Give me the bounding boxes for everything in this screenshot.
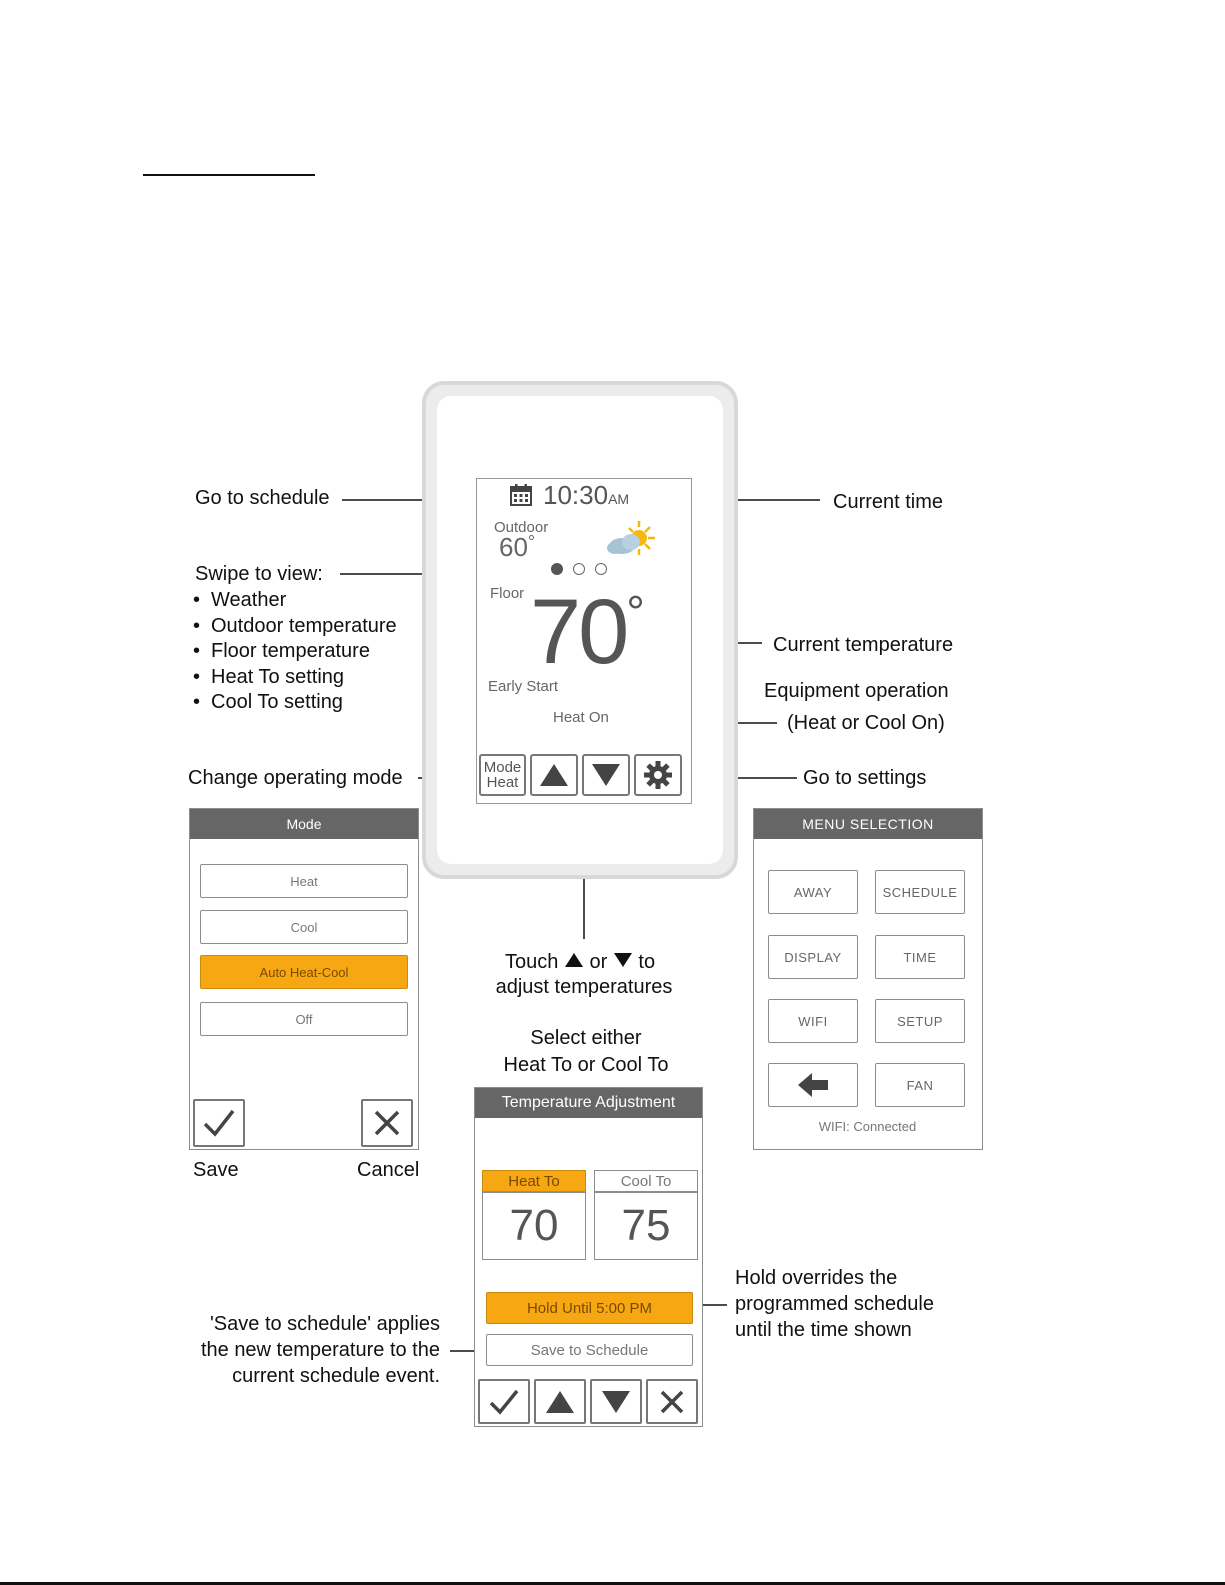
cool-to-value[interactable]: 75	[594, 1192, 698, 1260]
down-button[interactable]	[590, 1379, 642, 1424]
menu-away-button[interactable]: AWAY	[768, 870, 858, 914]
back-button[interactable]	[768, 1063, 858, 1107]
callout-hold-line3: until the time shown	[735, 1319, 912, 1341]
time-ampm: AM	[608, 491, 630, 507]
page-dot[interactable]	[573, 563, 585, 575]
mode-option-heat[interactable]: Heat	[200, 864, 408, 898]
checkmark-icon	[488, 1388, 520, 1416]
cancel-button[interactable]	[361, 1099, 413, 1147]
floor-label: Floor	[490, 585, 525, 602]
down-arrow-icon	[591, 763, 621, 787]
mode-option-cool[interactable]: Cool	[200, 910, 408, 944]
callout-save-schedule-line3: current schedule event.	[232, 1365, 440, 1387]
menu-schedule-button[interactable]: SCHEDULE	[875, 870, 965, 914]
callout-select-either: Select either	[530, 1027, 642, 1049]
mode-panel	[189, 808, 419, 1150]
up-arrow-icon	[564, 952, 584, 968]
callout-swipe-to-view: Swipe to view:	[195, 563, 323, 585]
hold-until-button[interactable]: Hold Until 5:00 PM	[486, 1292, 693, 1324]
menu-time-button[interactable]: TIME	[875, 935, 965, 979]
save-to-schedule-button[interactable]: Save to Schedule	[486, 1334, 693, 1366]
up-arrow-icon	[539, 763, 569, 787]
mode-button-value: Heat	[486, 774, 519, 791]
up-button[interactable]	[530, 754, 578, 796]
mode-panel-title: Mode	[190, 809, 418, 839]
time-display	[543, 480, 629, 511]
touch-or: or	[589, 951, 608, 973]
callout-heat-or-cool-on: (Heat or Cool On)	[787, 712, 945, 734]
callout-heat-to-or-cool-to: Heat To or Cool To	[503, 1054, 669, 1076]
list-item: • Weather	[193, 588, 397, 614]
callout-hold-line1: Hold overrides the	[735, 1267, 898, 1289]
mode-button-label: Mode	[483, 759, 522, 776]
callout-current-temperature: Current temperature	[773, 634, 954, 656]
mode-option-auto-heat-cool[interactable]: Auto Heat-Cool	[200, 955, 408, 989]
gear-icon	[643, 760, 673, 790]
heat-to-value[interactable]: 70	[482, 1192, 586, 1260]
list-item: • Floor temperature	[193, 639, 397, 665]
list-item: • Heat To setting	[193, 665, 397, 691]
early-start-label: Early Start	[488, 678, 559, 695]
menu-selection-panel	[753, 808, 983, 1150]
outdoor-degree: °	[527, 532, 536, 552]
time-value: 10:30	[543, 480, 609, 510]
list-item: • Outdoor temperature	[193, 614, 397, 640]
cancel-button[interactable]	[646, 1379, 698, 1424]
menu-setup-button[interactable]: SETUP	[875, 999, 965, 1043]
mode-option-off[interactable]: Off	[200, 1002, 408, 1036]
menu-fan-button[interactable]: FAN	[875, 1063, 965, 1107]
settings-button[interactable]	[634, 754, 682, 796]
touch-prefix: Touch	[505, 951, 559, 973]
wifi-status: WIFI: Connected	[818, 1119, 917, 1134]
callout-save-schedule-line1: 'Save to schedule' applies	[209, 1313, 440, 1335]
close-icon	[658, 1388, 686, 1416]
callout-change-operating-mode: Change operating mode	[188, 767, 403, 789]
calendar-icon[interactable]	[510, 484, 532, 511]
touch-to: to	[638, 951, 656, 973]
save-button[interactable]	[193, 1099, 245, 1147]
callout-hold-line2: programmed schedule	[735, 1293, 934, 1315]
callout-go-to-settings: Go to settings	[803, 767, 927, 789]
temperature-adjustment-panel	[474, 1087, 703, 1427]
swipe-view-list	[193, 588, 397, 716]
floor-temp-value: 70	[530, 581, 627, 683]
outdoor-label: Outdoor	[494, 519, 549, 536]
page-dot-active[interactable]	[551, 563, 563, 575]
heat-to-tab[interactable]: Heat To	[482, 1170, 586, 1192]
menu-panel-title: MENU SELECTION	[754, 809, 982, 839]
callout-touch-arrows	[505, 949, 655, 975]
callout-equipment-operation: Equipment operation	[764, 680, 949, 702]
outdoor-temp	[499, 532, 535, 563]
page-dot[interactable]	[595, 563, 607, 575]
mode-button[interactable]	[479, 754, 526, 796]
thermostat-screen	[476, 478, 692, 804]
checkmark-icon	[202, 1108, 236, 1138]
down-arrow-icon	[601, 1390, 631, 1414]
cool-to-tab[interactable]: Cool To	[594, 1170, 698, 1192]
down-arrow-icon	[613, 952, 633, 968]
floor-degree: °	[626, 586, 642, 638]
menu-wifi-button[interactable]: WIFI	[768, 999, 858, 1043]
partly-cloudy-icon	[605, 519, 659, 566]
heat-on-status: Heat On	[553, 709, 609, 726]
callout-go-to-schedule: Go to schedule	[195, 487, 330, 509]
confirm-button[interactable]	[478, 1379, 530, 1424]
down-button[interactable]	[582, 754, 630, 796]
close-icon	[372, 1108, 402, 1138]
callout-current-time: Current time	[833, 491, 944, 513]
back-arrow-icon	[797, 1072, 829, 1098]
menu-display-button[interactable]: DISPLAY	[768, 935, 858, 979]
cancel-label: Cancel	[357, 1159, 420, 1181]
callout-adjust-temperatures: adjust temperatures	[495, 976, 673, 998]
up-arrow-icon	[545, 1390, 575, 1414]
outdoor-temp-value: 60	[499, 532, 528, 562]
up-button[interactable]	[534, 1379, 586, 1424]
list-item: • Cool To setting	[193, 690, 397, 716]
temp-panel-title: Temperature Adjustment	[475, 1088, 702, 1118]
floor-temp	[530, 582, 642, 682]
save-label: Save	[193, 1159, 239, 1181]
callout-save-schedule-line2: the new temperature to the	[200, 1339, 440, 1361]
